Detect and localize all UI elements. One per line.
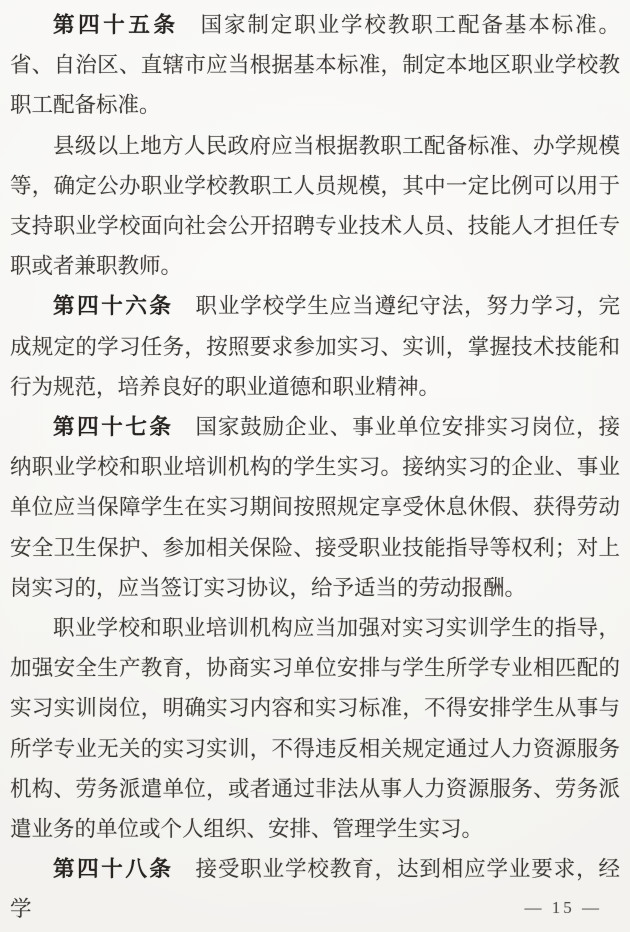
body-paragraph: [10, 608, 620, 849]
document-body: [10, 5, 620, 930]
article-text: 职业学校学生应当遵纪守法，努力学习，完成规定的学习任务，按照要求参加实习、实训，掌握技术技能和行为规范，培养良好的职业道德和职业精神。: [10, 294, 620, 399]
article-number: 第四十七条: [53, 415, 174, 440]
article-paragraph: [10, 5, 620, 126]
article-number: 第四十五条: [53, 13, 179, 37]
article-text: 接受职业学校教育，达到相应学业要求，经学: [10, 857, 620, 922]
article-text: 职业学校和职业培训机构应当加强对实习实训学生的指导，加强安全生产教育，协商实习单位安排与学生所学专业相匹配的实习实训岗位，明确实习内容和实习标准，不得安排学生从事与所学专业无关的实习实训，不得违反相关规定通过人力资源服务机构、劳务派遣单位，或者通过非法从事人力资源服务、劳务派遣业务的单位或个人组织、安排、管理学生实习。: [10, 616, 620, 842]
article-text: 国家制定职业学校教职工配备基本标准。省、自治区、直辖市应当根据基本标准，制定本地区职业学校教职工配备标准。: [10, 13, 620, 118]
article-number: 第四十六条: [53, 294, 174, 319]
body-paragraph: [10, 126, 620, 287]
article-number: 第四十八条: [53, 857, 174, 882]
page-number: — 15 —: [524, 898, 602, 917]
article-paragraph: [10, 407, 620, 608]
article-paragraph: [10, 286, 620, 407]
article-text: 县级以上地方人民政府应当根据教职工配备标准、办学规模等，确定公办职业学校教职工人员规模，其中一定比例可以用于支持职业学校面向社会公开招聘专业技术人员、技能人才担任专职或者兼职教师。: [10, 133, 620, 279]
article-text: 国家鼓励企业、事业单位安排实习岗位，接纳职业学校和职业培训机构的学生实习。接纳实习的企业、事业单位应当保障学生在实习期间按照规定享受休息休假、获得劳动安全卫生保护、参加相关保险、接受职业技能指导等权利；对上岗实习的，应当签订实习协议，给予适当的劳动报酬。: [10, 415, 620, 600]
